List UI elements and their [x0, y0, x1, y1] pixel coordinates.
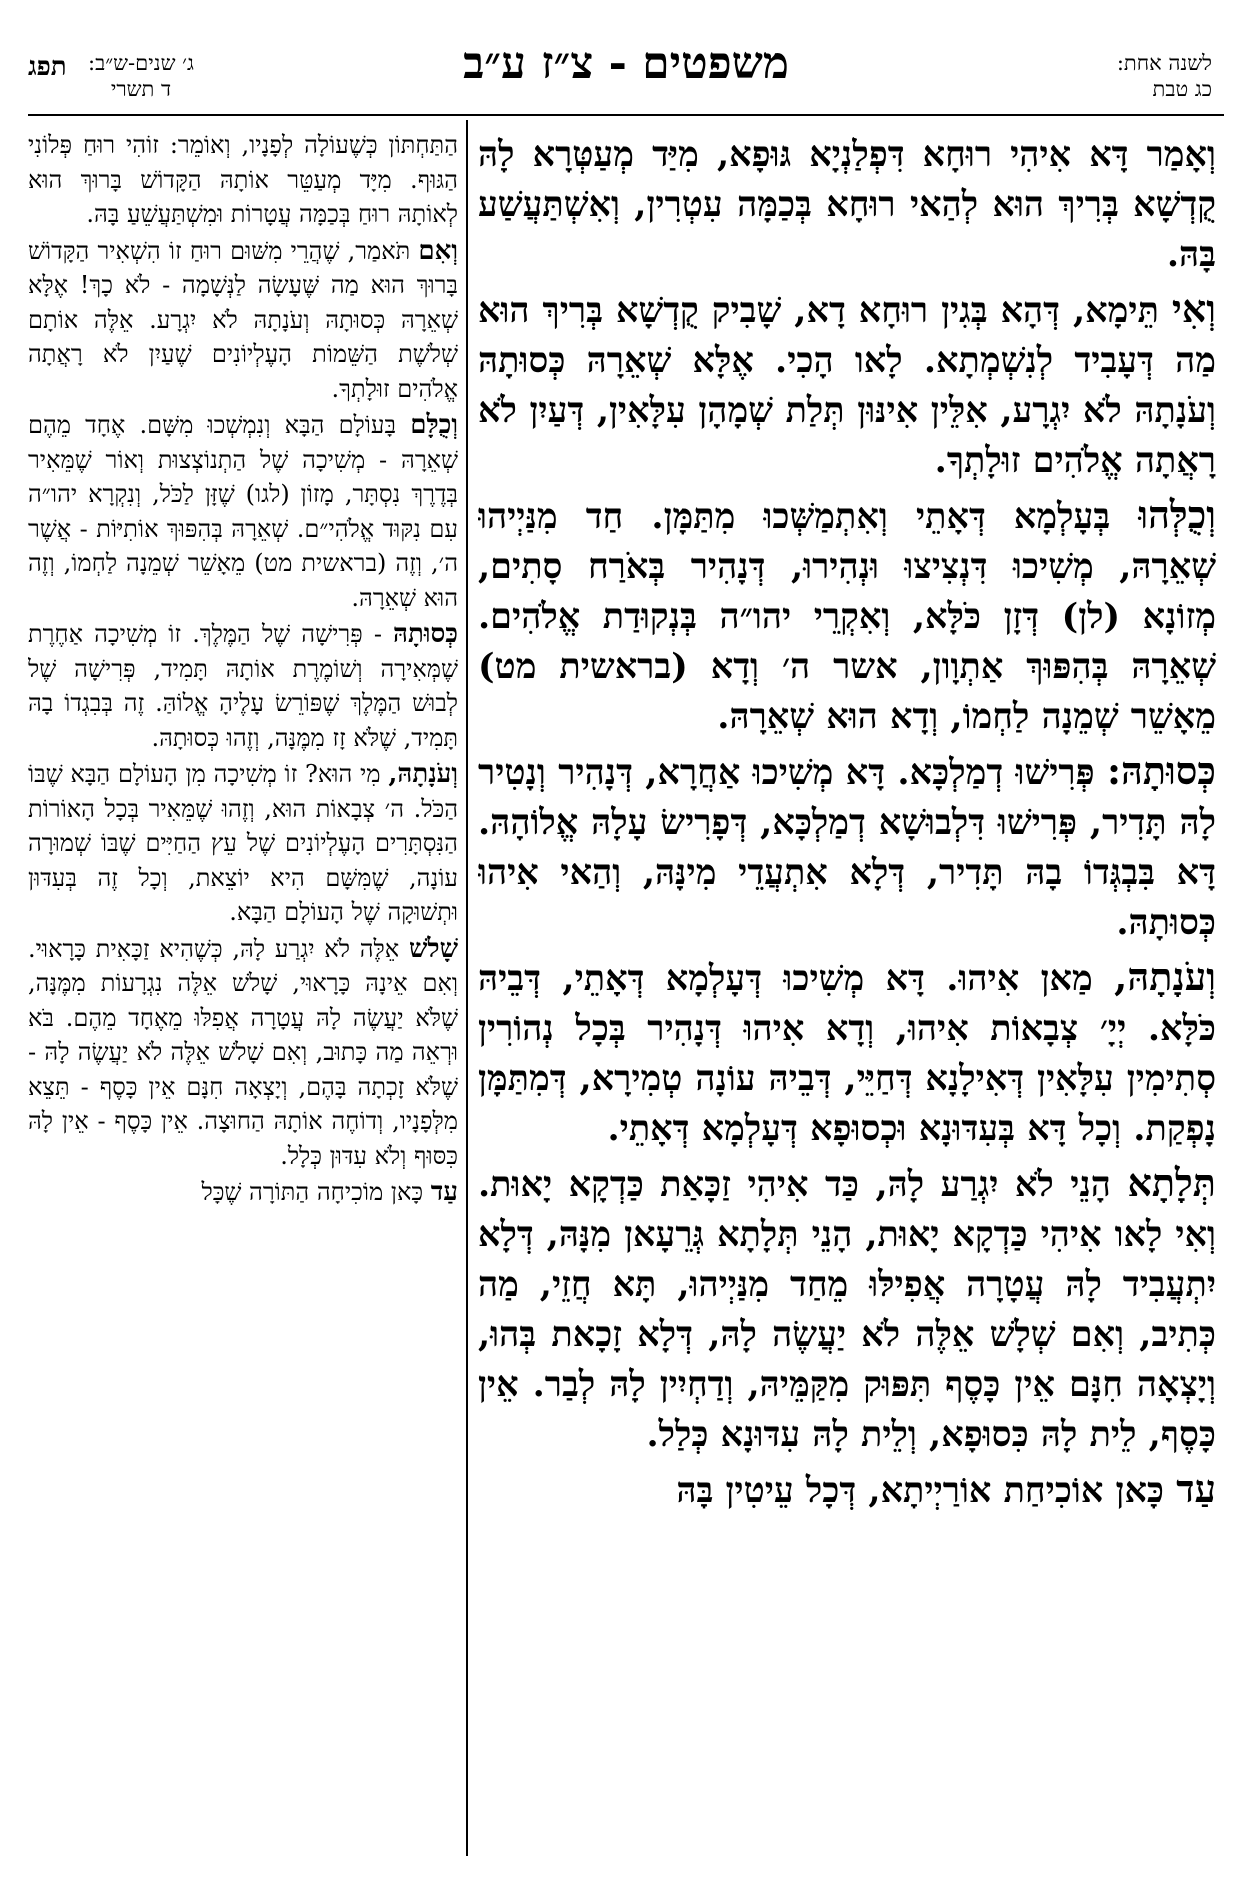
paragraph: וְאָמַר דָּא אִיהִי רוּחָא דִּפְלַנְיָא גּוּפָא, מִיַּד מְעַטְּרָא לָהּ קֻדְשָׁא בְּרִיךְ הוּא לְהַאי רוּחָא בְּכַמָּה עִטְרִין, וְאִשְׁתַּעֲשַׁע בָּהּ.	[478, 134, 1216, 275]
header-divider	[28, 114, 1224, 116]
paragraph: וְעֹנָתָהּ, מַאן אִיהוּ. דָּא מְשִׁיכוּ דְּעָלְמָא דְּאָתֵי, דְּבֵיהּ כֹּלָּא. יְיָ׳ צְבָאוֹת אִיהוּ, וְדָא אִיהוּ דְּנָהִיר בְּכָל נְהוֹרִין סְתִימִין עִלָּאִין דְּאִילָנָא דְּחַיֵּי, דְּבֵיהּ עוֹנָה טְמִירָא, דְּמִתַּמָּן נָפְקַת. וְכָל דָּא בְּעִדּוּנָא וּכְסוּפָא דְּעָלְמָא דְּאָתֵי.	[478, 954, 1216, 1149]
paragraph: תְּלָתָא הָנֵי לֹא יִגְרַע לָהּ, כַּד אִיהִי זַכָּאַת כַּדְקָא יָאוּת. וְאִי לָאו אִיהִי כַּדְקָא יָאוּת, הָנֵי תְּלָתָא גְּרֵעָאן מִנָּהּ, דְּלָא יִתְעֲבִיד לָהּ עֲטָרָה אֲפִילּוּ מֵחַד מִנַּיְיהוּ, תָּא חֲזֵי, מַה כְּתִיב, וְאִם שְׁלָשׁ אֵלֶּה לֹא יַעֲשֶׂה לָהּ, דְּלָא זָכָאת בְּהוּ, וְיָצְאָה חִנָּם אֵין כָּסֶף תִּפּוּק מִקַּמֵּיהּ, וְדַחְיִין לָהּ לְבַר. אֵין כָּסֶף, לֵית לָהּ כִּסוּפָא, וְלֵית לָהּ עִדּוּנָא כְּלַל.	[478, 1160, 1216, 1455]
page-number: תפג	[28, 52, 67, 82]
paragraph: וְכֻלָּם בָּעוֹלָם הַבָּא וְנִמְשְׁכוּ מִשָּׁם. אֶחָד מֵהֶם שְׁאֵרָהּ - מְשִׁיכָה שֶׁל הַתְנוֹצְצוּת וְאוֹר שֶׁמֵּאִיר בְּדֶרֶךְ נִסְתָּר, מָזוֹן (לגו) שֶׁזָּן לַכֹּל, וְנִקְרָא יהו״ה עִם נִקּוּד אֱלֹהִי״ם. שְׁאֵרָהּ בְּהִפּוּךְ אוֹתִיּוֹת - אֲשֶׁר ה׳, וְזֶה (בראשית מט) מֵאָשֵׁר שְׁמֵנָה לַחְמוֹ, וְזֶה הוּא שְׁאֵרָהּ.	[28, 410, 458, 612]
header-right-line1: לשנה אחת:	[1116, 51, 1212, 75]
paragraph: כְּסוּתָהּ: פְּרִישׁוּ דְמַלְכָּא. דָּא מְשִׁיכוּ אַחֲרָא, דְּנָהִיר וְנָטִיר לָהּ תָּדִיר, פְּרִישׁוּ דִּלְבוּשָׁא דְמַלְכָּא, דְּפָרִישׂ עָלָהּ אֱלוֹהָהּ. דָּא בִּבְגְּדוֹ בָהּ תָּדִיר, דְּלָא אִתְעֲדֵי מִינָּהּ, וְהַאי אִיהוּ כְּסוּתָהּ.	[478, 748, 1216, 943]
paragraph: וְאִי תֵּימָא, דְּהָא בְּגִין רוּחָא דָא, שָׁבִיק קֻדְשָׁא בְּרִיךְ הוּא מַה דְּעָבִיד לְנִשְׁמְתָא. לָאו הָכִי. אֶלָּא שְׁאֵרָהּ כְּסוּתָהּ וְעֹנָתָהּ לֹא יִגְרָע, אִלֵּין אִינּוּן תְּלַת שְׁמָהָן עִלָּאִין, דְּעַיִן לֹא רָאֲתָה אֱלֹהִים זוּלָתְךָ.	[478, 286, 1216, 481]
header-right-line2: כג טבת	[1152, 77, 1212, 101]
paragraph: כְּסוּתָהּ - פְּרִישָׁה שֶׁל הַמֶּלֶךְ. זוֹ מְשִׁיכָה אַחֶרֶת שֶׁמְּאִירָה וְשׁוֹמֶרֶת אוֹתָהּ תָּמִיד, פְּרִישָׁה שֶׁל לְבוּשׁ הַמֶּלֶךְ שֶׁפּוֹרֵשׂ עָלֶיהָ אֱלוֹהַּ. זֶה בְּבִגְדוֹ בָהּ תָּמִיד, שֶׁלֹּא זָז מִמֶּנָּה, וְזֶהוּ כְּסוּתָהּ.	[28, 619, 458, 752]
page-title: משפטים - צ״ז ע״ב	[463, 38, 789, 89]
main-column-aramaic	[478, 128, 1216, 1856]
header-left-line1: ג׳ שנים-ש״ב:	[88, 51, 194, 75]
page	[28, 36, 1224, 1856]
paragraph: הַתַּחְתּוֹן כְּשֶׁעוֹלָה לְפָנָיו, וְאוֹמֵר: זוֹהִי רוּחַ פְּלוֹנִי הַגּוּף. מִיָּד מְעַטֵּר אוֹתָהּ הַקָּדוֹשׁ בָּרוּךְ הוּא לְאוֹתָהּ רוּחַ בְּכַמָּה עֲטָרוֹת וּמִשְׁתַּעֲשֵׁעַ בָּהּ.	[28, 131, 458, 228]
side-column-translation	[28, 128, 458, 1856]
paragraph: עַד כָּאן מוֹכִיחָה הַתּוֹרָה שֶׁכָּל	[201, 1177, 458, 1207]
header-left	[88, 50, 194, 102]
paragraph: וְאִם תֹּאמַר, שֶׁהֲרֵי מִשּׁוּם רוּחַ זוֹ הִשְׁאִיר הַקָּדוֹשׁ בָּרוּךְ הוּא מַה שֶּׁעָשָׂה לַנְּשָׁמָה - לֹא כָךְ! אֶלָּא שְׁאֵרָהּ כְּסוּתָהּ וְעֹנָתָהּ לֹא יִגְרָע. אֵלֶּה אוֹתָם שְׁלֹשֶׁת הַשֵּׁמוֹת הָעֶלְיוֹנִים שֶׁעַיִן לֹא רָאֲתָה אֱלֹהִים זוּלָתְךָ.	[28, 235, 458, 403]
paragraph: עַד כָּאן אוֹכִיחַת אוֹרַיְיתָא, דְּכָל עֵיטִין בָּהּ	[676, 1466, 1216, 1511]
page-header	[28, 36, 1224, 108]
column-divider	[466, 120, 468, 1856]
header-left-line2: ד תשרי	[110, 77, 172, 101]
paragraph: וְכֻלְּהוּ בְּעָלְמָא דְּאָתֵי וְאִתְמַשְּׁכוּ מִתַּמָּן. חַד מִנַּיְיהוּ שְׁאֵרָהּ, מְשִׁיכוּ דִּנְצִיצוּ וּנְהִירוּ, דְּנָהִיר בְּאֹרַח סָתִים, מְזוֹנָא (לן) דְּזָן כֹּלָּא, וְאִקְרֵי יהו״ה בְּנְקוּדַת אֱלֹהִים. שְׁאֵרָהּ בְּהִפּוּךְ אַתְוָון, אשר ה׳ וְדָא (בראשית מט) מֵאָשֵׁר שְׁמֵנָה לַחְמוֹ, וְדָא הוּא שְׁאֵרָהּ.	[478, 492, 1216, 737]
paragraph: שָׁלֹשׁ אֵלֶּה לֹא יִגְרַע לָהּ, כְּשֶׁהִיא זַכָּאִית כָּרָאוּי. וְאִם אֵינָהּ כָּרָאוּי, שָׁלֹשׁ אֵלֶּה נִגְרָעוֹת מִמֶּנָּה, שֶׁלֹּא יַעֲשֶׂה לָהּ עֲטָרָה אֲפִלּוּ מֵאֶחָד מֵהֶם. בֹּא וּרְאֵה מַה כָּתוּב, וְאִם שָׁלֹשׁ אֵלֶּה לֹא יַעֲשֶׂה לָהּ - שֶׁלֹּא זָכְתָה בָּהֶם, וְיָצְאָה חִנָּם אֵין כָּסֶף - תֵּצֵא מִלְּפָנָיו, וְדוֹחֶה אוֹתָהּ הַחוּצָה. אֵין כָּסֶף - אֵין לָהּ כִּסּוּף וְלֹא עִדּוּן כְּלָל.	[28, 933, 458, 1170]
paragraph: וְעֹנָתָהּ, מִי הוּא? זוֹ מְשִׁיכָה מִן הָעוֹלָם הַבָּא שֶׁבּוֹ הַכֹּל. ה׳ צְבָאוֹת הוּא, וְזֶהוּ שֶׁמֵּאִיר בְּכָל הָאוֹרוֹת הַנִּסְתָּרִים הָעֶלְיוֹנִים שֶׁל עֵץ הַחַיִּים שֶׁבּוֹ שְׁמוּרָה עוֹנָה, שֶׁמִּשָּׁם הִיא יוֹצֵאת, וְכָל זֶה בְּעִדּוּן וּתְשׁוּקָה שֶׁל הָעוֹלָם הַבָּא.	[28, 759, 458, 926]
